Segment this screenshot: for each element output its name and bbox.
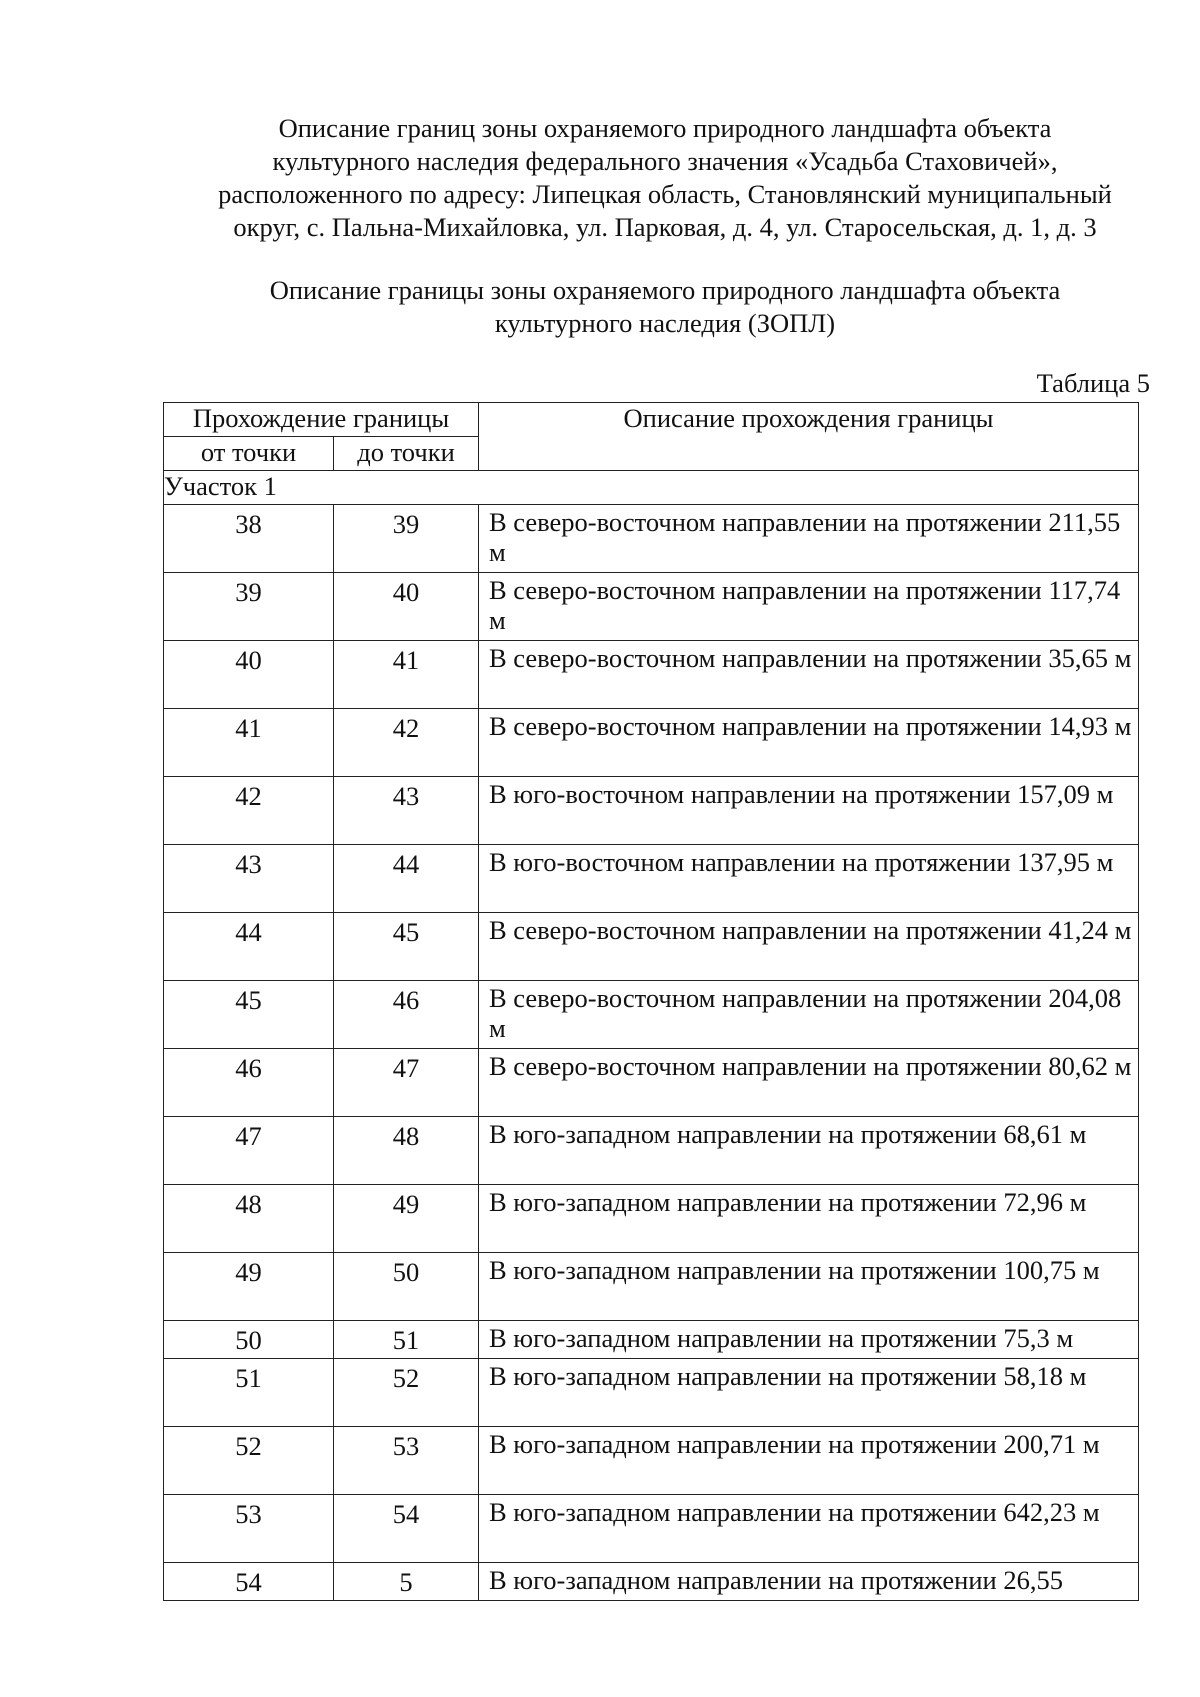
to-point-cell: 53: [334, 1427, 479, 1495]
from-point-cell: 48: [164, 1185, 334, 1253]
from-point-cell: 42: [164, 777, 334, 845]
table-row: [164, 913, 1139, 981]
table-body: [164, 471, 1139, 1601]
to-point-cell: 46: [334, 981, 479, 1049]
to-point-cell: 41: [334, 641, 479, 709]
table-row: [164, 981, 1139, 1049]
table-row: [164, 777, 1139, 845]
to-point-cell: 40: [334, 573, 479, 641]
table-row: [164, 1359, 1139, 1427]
title-line: культурного наследия федерального значения «Усадьба Стаховичей»,: [272, 146, 1058, 176]
header-from-point: от точки: [164, 437, 334, 471]
title-line: Описание границ зоны охраняемого природного ландшафта объекта: [278, 113, 1052, 143]
to-point-cell: 50: [334, 1253, 479, 1321]
header-to-point: до точки: [334, 437, 479, 471]
table-row: [164, 1049, 1139, 1117]
table-row: [164, 1427, 1139, 1495]
from-point-cell: 52: [164, 1427, 334, 1495]
table-row: [164, 573, 1139, 641]
table-row: [164, 709, 1139, 777]
description-cell: В северо-восточном направлении на протяжении 211,55 м: [479, 505, 1139, 573]
to-point-cell: 39: [334, 505, 479, 573]
table-row: [164, 845, 1139, 913]
description-cell: В юго-западном направлении на протяжении 75,3 м: [479, 1321, 1139, 1359]
to-point-cell: 48: [334, 1117, 479, 1185]
document-title: [150, 112, 1180, 244]
table-row: [164, 1321, 1139, 1359]
subtitle-line: Описание границы зоны охраняемого природного ландшафта объекта: [269, 275, 1061, 305]
from-point-cell: 43: [164, 845, 334, 913]
table-row: [164, 1185, 1139, 1253]
to-point-cell: 47: [334, 1049, 479, 1117]
description-cell: В северо-восточном направлении на протяжении 117,74 м: [479, 573, 1139, 641]
from-point-cell: 46: [164, 1049, 334, 1117]
from-point-cell: 53: [164, 1495, 334, 1563]
from-point-cell: 45: [164, 981, 334, 1049]
table-row: [164, 1253, 1139, 1321]
table-row: [164, 1117, 1139, 1185]
description-cell: В северо-восточном направлении на протяжении 80,62 м: [479, 1049, 1139, 1117]
to-point-cell: 44: [334, 845, 479, 913]
from-point-cell: 50: [164, 1321, 334, 1359]
section-row: [164, 471, 1139, 505]
description-cell: В юго-западном направлении на протяжении 200,71 м: [479, 1427, 1139, 1495]
from-point-cell: 44: [164, 913, 334, 981]
description-cell: В северо-восточном направлении на протяжении 14,93 м: [479, 709, 1139, 777]
description-cell: В юго-западном направлении на протяжении 58,18 м: [479, 1359, 1139, 1427]
title-line: округ, с. Пальна-Михайловка, ул. Парковая, д. 4, ул. Старосельская, д. 1, д. 3: [233, 212, 1097, 242]
section-label: Участок 1: [164, 471, 1139, 505]
description-cell: В юго-западном направлении на протяжении 68,61 м: [479, 1117, 1139, 1185]
description-cell: В северо-восточном направлении на протяжении 35,65 м: [479, 641, 1139, 709]
description-cell: В юго-западном направлении на протяжении 100,75 м: [479, 1253, 1139, 1321]
boundary-table: [163, 402, 1139, 1601]
to-point-cell: 54: [334, 1495, 479, 1563]
description-cell: В юго-западном направлении на протяжении 26,55: [479, 1563, 1139, 1601]
to-point-cell: 52: [334, 1359, 479, 1427]
from-point-cell: 54: [164, 1563, 334, 1601]
to-point-cell: 51: [334, 1321, 479, 1359]
to-point-cell: 42: [334, 709, 479, 777]
table-row: [164, 1563, 1139, 1601]
table-row: [164, 1495, 1139, 1563]
description-cell: В северо-восточном направлении на протяжении 41,24 м: [479, 913, 1139, 981]
subtitle-line: культурного наследия (ЗОПЛ): [494, 308, 836, 338]
table-label: Таблица 5: [1036, 368, 1150, 398]
table-row: [164, 641, 1139, 709]
header-description: Описание прохождения границы: [479, 403, 1139, 471]
header-boundary-passage: Прохождение границы: [164, 403, 479, 437]
from-point-cell: 39: [164, 573, 334, 641]
description-cell: В юго-восточном направлении на протяжении 137,95 м: [479, 845, 1139, 913]
description-cell: В северо-восточном направлении на протяжении 204,08 м: [479, 981, 1139, 1049]
to-point-cell: 43: [334, 777, 479, 845]
to-point-cell: 45: [334, 913, 479, 981]
from-point-cell: 38: [164, 505, 334, 573]
from-point-cell: 40: [164, 641, 334, 709]
table-row: [164, 505, 1139, 573]
from-point-cell: 41: [164, 709, 334, 777]
from-point-cell: 51: [164, 1359, 334, 1427]
from-point-cell: 49: [164, 1253, 334, 1321]
to-point-cell: 5: [334, 1563, 479, 1601]
description-cell: В юго-западном направлении на протяжении 642,23 м: [479, 1495, 1139, 1563]
title-line: расположенного по адресу: Липецкая область, Становлянский муниципальный: [218, 179, 1112, 209]
description-cell: В юго-восточном направлении на протяжении 157,09 м: [479, 777, 1139, 845]
from-point-cell: 47: [164, 1117, 334, 1185]
to-point-cell: 49: [334, 1185, 479, 1253]
description-cell: В юго-западном направлении на протяжении 72,96 м: [479, 1185, 1139, 1253]
document-subtitle: [150, 274, 1180, 340]
